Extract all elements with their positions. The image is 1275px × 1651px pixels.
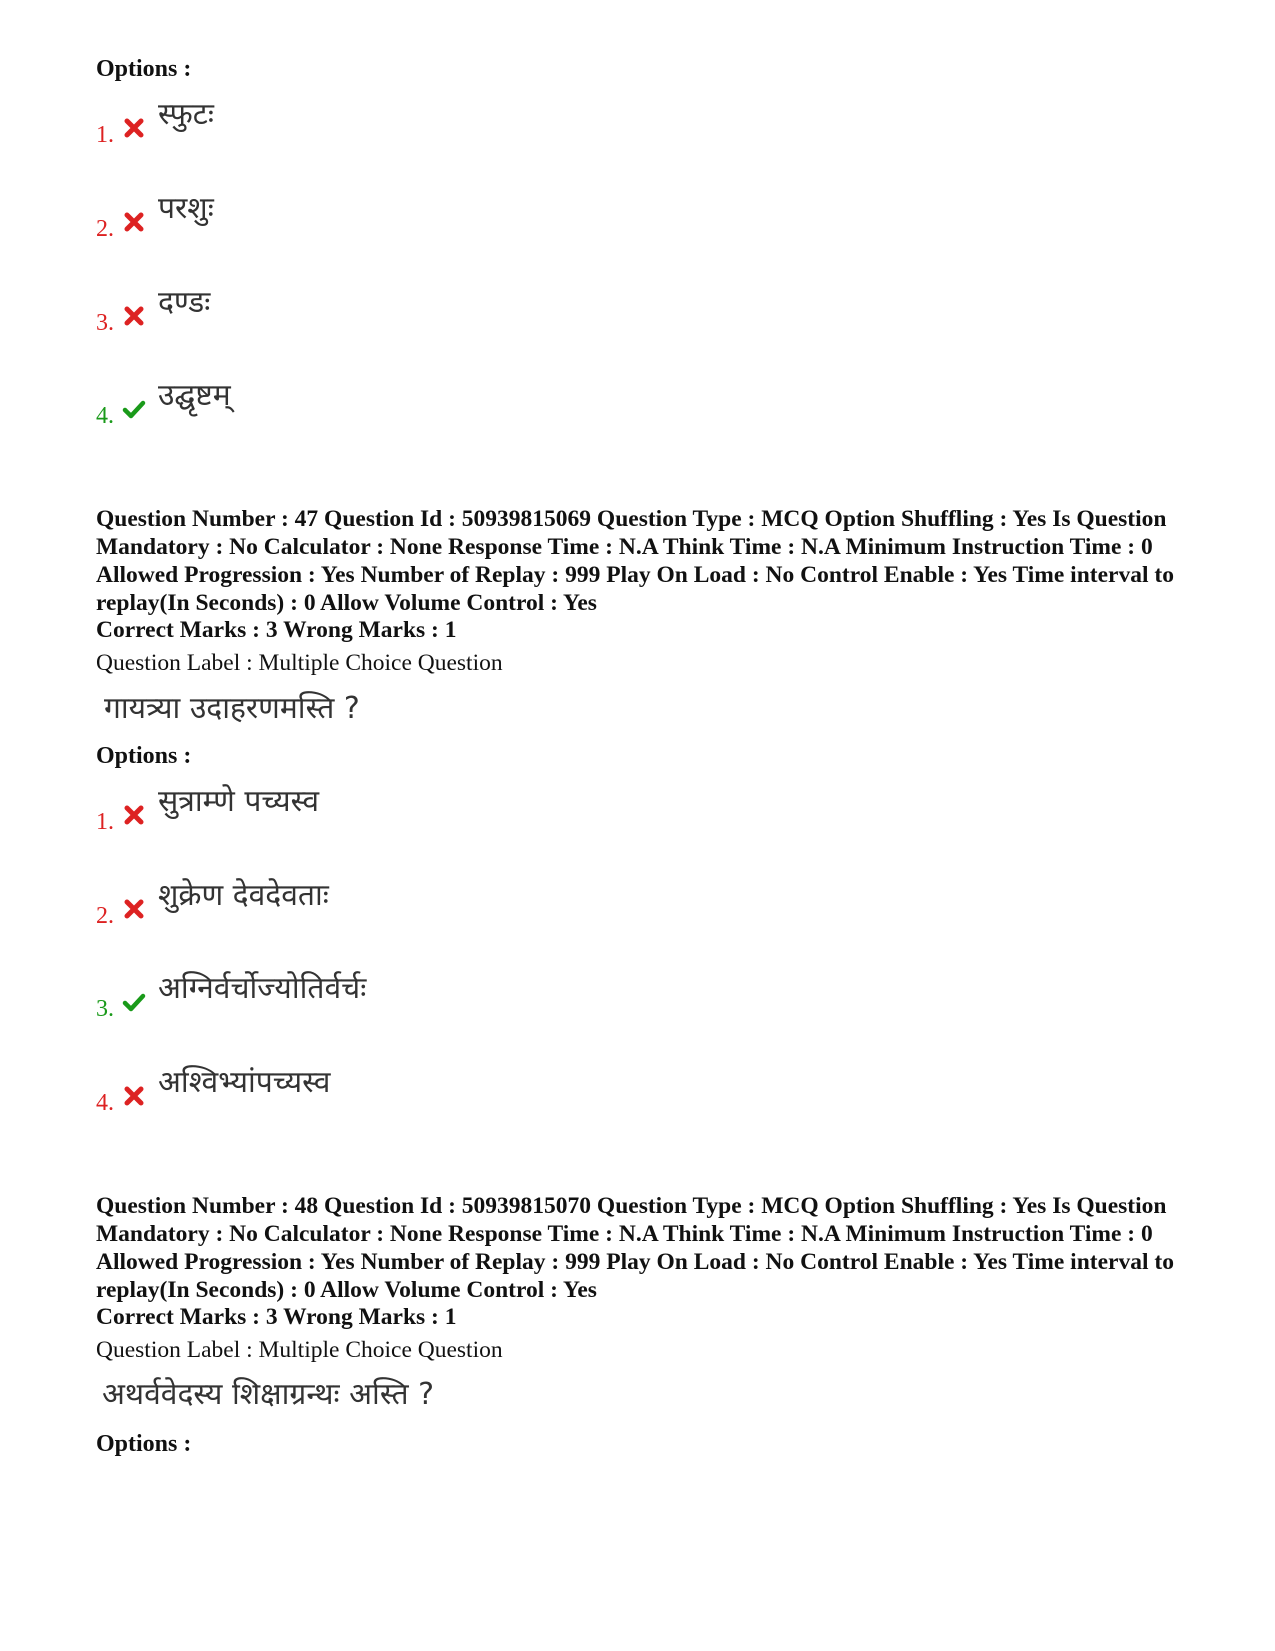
option-number: 1. [96, 122, 114, 148]
option-item [96, 784, 696, 847]
cross-icon [122, 304, 146, 328]
question-meta: Question Number : 48 Question Id : 50939815070 Question Type : MCQ Option Shuffling : Yes Is Question Mandatory : No Calculator : None Response Time : N.A Think Time : N.A Minimum Instruction Time : 0 Allowed Progression : Yes Number of Replay : 999 Play On Load : No Control Enable : Yes Time interval to replay(In Seconds) : 0 Allow Volume Control : Yes [96, 1193, 1174, 1303]
option-item [96, 1065, 696, 1128]
cross-icon [122, 116, 146, 140]
cross-icon [122, 897, 146, 921]
option-text: दण्डः [158, 285, 211, 320]
option-number: 2. [96, 903, 114, 929]
question-label: Question Label : Multiple Choice Question [96, 650, 503, 676]
checkmark-icon [122, 397, 146, 421]
option-text: स्फुटः [158, 97, 214, 132]
option-number: 2. [96, 216, 114, 242]
options-heading: Options : [96, 743, 192, 769]
option-text: अग्निर्वर्चोज्योतिर्वर्चः [158, 971, 367, 1006]
option-number: 1. [96, 809, 114, 835]
option-item [96, 191, 696, 254]
cross-icon [122, 803, 146, 827]
option-number: 3. [96, 310, 114, 336]
option-text: अश्विभ्यांपच्यस्व [158, 1065, 331, 1100]
cross-icon [122, 210, 146, 234]
question-meta: Question Number : 47 Question Id : 50939815069 Question Type : MCQ Option Shuffling : Yes Is Question Mandatory : No Calculator : None Response Time : N.A Think Time : N.A Minimum Instruction Time : 0 Allowed Progression : Yes Number of Replay : 999 Play On Load : No Control Enable : Yes Time interval to replay(In Seconds) : 0 Allow Volume Control : Yes [96, 506, 1174, 616]
option-number: 4. [96, 403, 114, 429]
option-number: 3. [96, 996, 114, 1022]
option-item [96, 285, 696, 348]
question-label: Question Label : Multiple Choice Question [96, 1337, 503, 1363]
option-item [96, 878, 696, 941]
question-marks: Correct Marks : 3 Wrong Marks : 1 [96, 1304, 457, 1330]
cross-icon [122, 1084, 146, 1108]
option-text: शुक्रेण देवदेवताः [158, 878, 329, 913]
option-text: उद्घृष्टम् [158, 378, 231, 413]
option-item [96, 971, 696, 1034]
question-marks: Correct Marks : 3 Wrong Marks : 1 [96, 617, 457, 643]
option-text: सुत्राम्णे पच्यस्व [158, 784, 320, 819]
options-heading: Options : [96, 56, 192, 82]
options-heading: Options : [96, 1431, 192, 1457]
option-item [96, 97, 696, 160]
question-text: गायत्र्या उदाहरणमस्ति ? [104, 691, 360, 726]
question-text: अथर्ववेदस्य शिक्षाग्रन्थः अस्ति ? [102, 1377, 435, 1412]
option-item [96, 378, 696, 441]
checkmark-icon [122, 990, 146, 1014]
option-text: परशुः [158, 191, 214, 226]
option-number: 4. [96, 1090, 114, 1116]
